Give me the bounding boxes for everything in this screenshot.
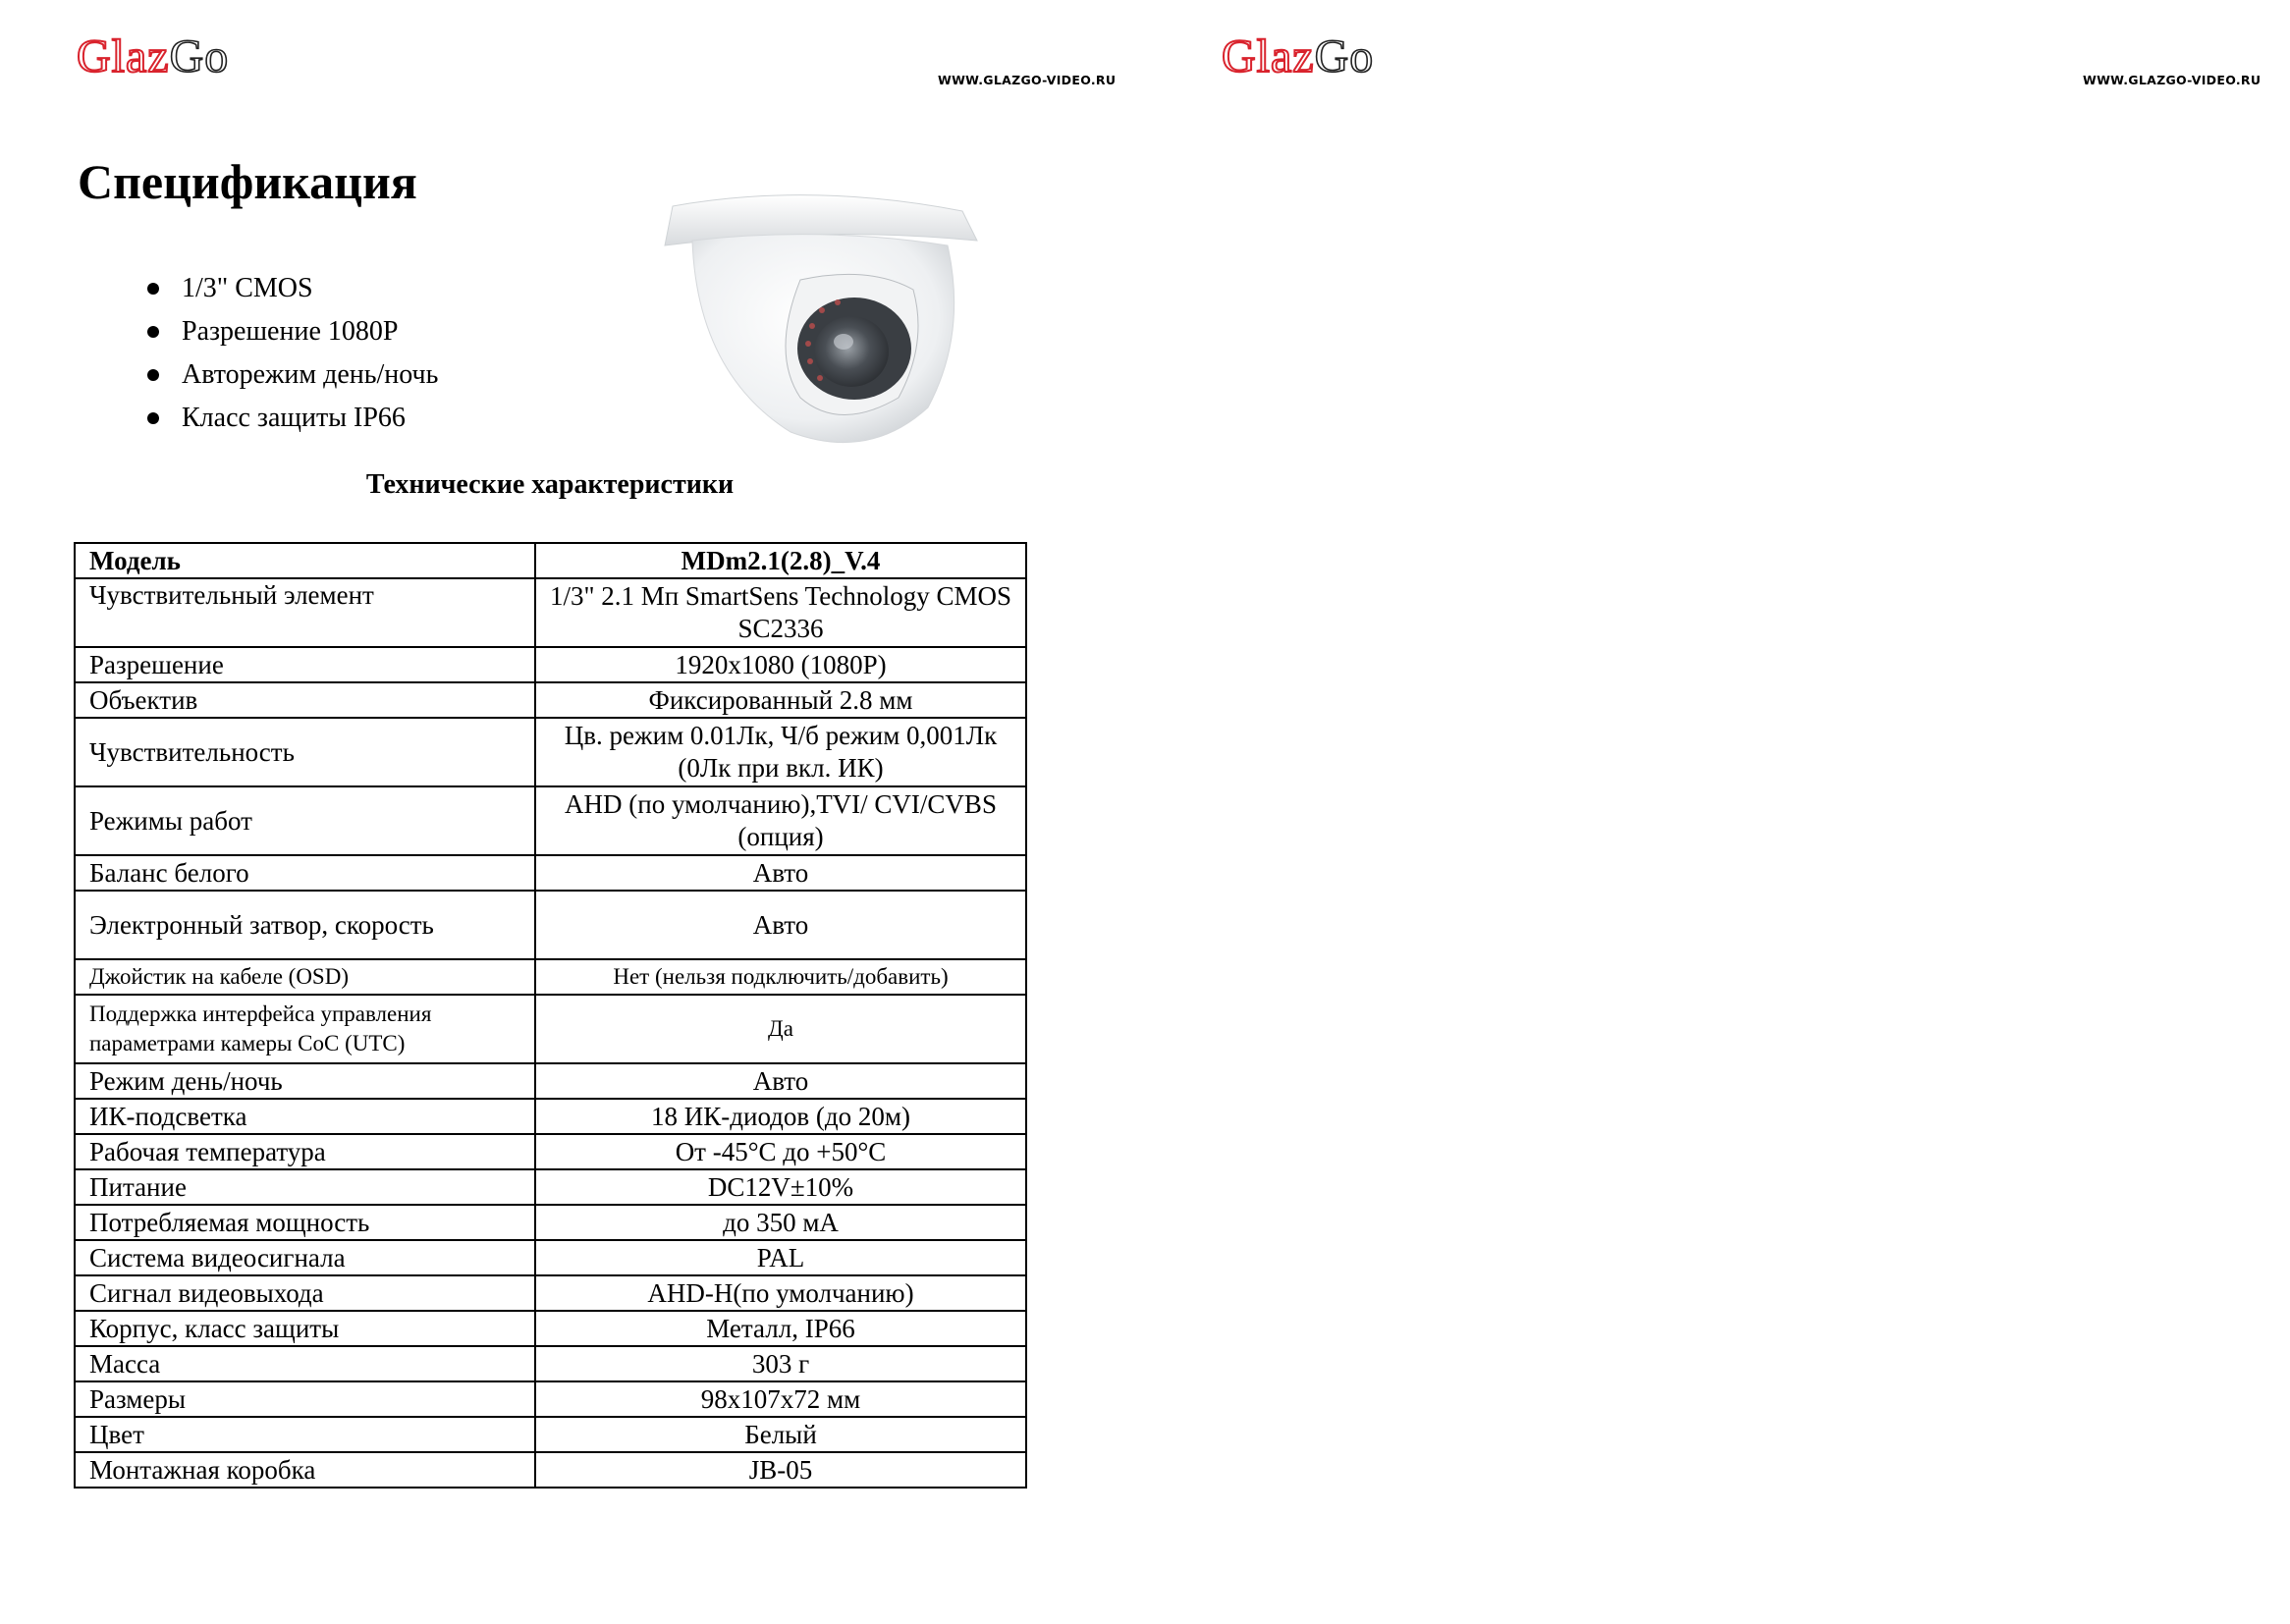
table-row (75, 855, 1026, 891)
value-cell: Авто (535, 855, 1026, 891)
param-cell: Баланс белого (75, 855, 535, 891)
value-cell: Авто (535, 1063, 1026, 1099)
table-row (75, 718, 1026, 786)
param-cell: Корпус, класс защиты (75, 1311, 535, 1346)
glazgo-logo: GlazGo (77, 30, 230, 82)
table-row (75, 995, 1026, 1063)
dome-camera-image (643, 187, 992, 457)
param-cell: Рабочая температура (75, 1134, 535, 1169)
param-cell: ИК-подсветка (75, 1099, 535, 1134)
value-cell: MDm2.1(2.8)_V.4 (535, 543, 1026, 578)
value-cell: 1/3" 2.1 Мп SmartSens Technology CMOS SC2336 (535, 578, 1026, 647)
section-subtitle: Технические характеристики (365, 469, 735, 500)
param-cell: Цвет (75, 1417, 535, 1452)
table-row (75, 1099, 1026, 1134)
feature-item: 1/3" CMOS (147, 270, 438, 313)
value-cell: Да (535, 995, 1026, 1063)
website-url: WWW.GLAZGO-VIDEO.RU (938, 73, 1117, 87)
website-url: WWW.GLAZGO-VIDEO.RU (2083, 73, 2262, 87)
value-cell: AHD (по умолчанию),TVI/ CVI/CVBS (опция) (535, 786, 1026, 855)
table-row (75, 1381, 1026, 1417)
feature-item: Разрешение 1080P (147, 313, 438, 356)
table-row (75, 1063, 1026, 1099)
table-row (75, 1169, 1026, 1205)
table-row (75, 891, 1026, 959)
table-row (75, 1205, 1026, 1240)
feature-item: Авторежим день/ночь (147, 356, 438, 400)
value-cell: DC12V±10% (535, 1169, 1026, 1205)
value-cell: PAL (535, 1240, 1026, 1275)
value-cell: AHD-H(по умолчанию) (535, 1275, 1026, 1311)
value-cell: 1920x1080 (1080P) (535, 647, 1026, 682)
value-cell: 18 ИК-диодов (до 20м) (535, 1099, 1026, 1134)
table-row (75, 1346, 1026, 1381)
param-cell: Электронный затвор, скорость (75, 891, 535, 959)
table-row (75, 1417, 1026, 1452)
table-row (75, 1275, 1026, 1311)
value-cell: Авто (535, 891, 1026, 959)
value-cell: 303 г (535, 1346, 1026, 1381)
table-row (75, 682, 1026, 718)
table-row (75, 1452, 1026, 1488)
value-cell: Фиксированный 2.8 мм (535, 682, 1026, 718)
value-cell: JB-05 (535, 1452, 1026, 1488)
param-cell: Система видеосигнала (75, 1240, 535, 1275)
feature-list (147, 270, 438, 443)
param-cell: Режимы работ (75, 786, 535, 855)
value-cell: 98x107x72 мм (535, 1381, 1026, 1417)
value-cell: От -45°C до +50°C (535, 1134, 1026, 1169)
param-cell: Масса (75, 1346, 535, 1381)
value-cell: Металл, IP66 (535, 1311, 1026, 1346)
table-row (75, 959, 1026, 995)
feature-item: Класс защиты IP66 (147, 400, 438, 443)
glazgo-logo: GlazGo (1222, 30, 1375, 82)
param-cell: Монтажная коробка (75, 1452, 535, 1488)
right-page (1145, 0, 2290, 1624)
table-row (75, 786, 1026, 855)
table-row (75, 543, 1026, 578)
param-cell: Чувствительность (75, 718, 535, 786)
param-cell: Разрешение (75, 647, 535, 682)
param-cell: Чувствительный элемент (75, 578, 535, 647)
value-cell: до 350 мА (535, 1205, 1026, 1240)
table-row (75, 1240, 1026, 1275)
spec-table (74, 542, 1027, 1489)
param-cell: Питание (75, 1169, 535, 1205)
param-cell: Режим день/ночь (75, 1063, 535, 1099)
page-title: Спецификация (78, 154, 417, 209)
param-cell: Размеры (75, 1381, 535, 1417)
param-cell: Поддержка интерфейса управления параметрами камеры CoC (UTC) (75, 995, 535, 1063)
table-row (75, 578, 1026, 647)
param-cell: Джойстик на кабеле (OSD) (75, 959, 535, 995)
param-cell: Модель (75, 543, 535, 578)
param-cell: Сигнал видеовыхода (75, 1275, 535, 1311)
value-cell: Цв. режим 0.01Лк, Ч/б режим 0,001Лк (0Лк при вкл. ИК) (535, 718, 1026, 786)
param-cell: Потребляемая мощность (75, 1205, 535, 1240)
value-cell: Белый (535, 1417, 1026, 1452)
table-row (75, 1134, 1026, 1169)
table-row (75, 1311, 1026, 1346)
table-row (75, 647, 1026, 682)
value-cell: Нет (нельзя подключить/добавить) (535, 959, 1026, 995)
param-cell: Объектив (75, 682, 535, 718)
